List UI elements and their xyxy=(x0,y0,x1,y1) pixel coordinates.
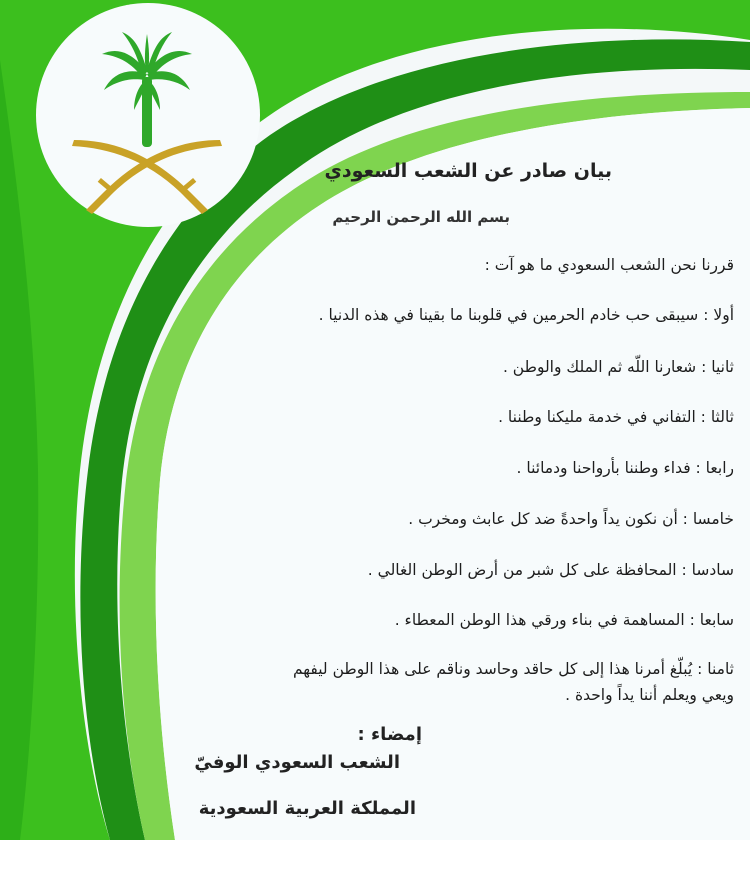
bottom-margin xyxy=(0,840,750,893)
signature-name: الشعب السعودي الوفيّ xyxy=(194,752,400,773)
saudi-emblem-palm-swords-icon xyxy=(62,22,232,222)
point-8-line-2: ويعي ويعلم أننا يداً واحدة . xyxy=(565,686,734,704)
signature-country: المملكة العربية السعودية xyxy=(198,798,416,819)
point-8-line-1: ثامنا : يُبلّغ أمرنا هذا إلى كل حاقد وحاسد وناقم على هذا الوطن ليفهم xyxy=(292,660,734,678)
signature-label: إمضاء : xyxy=(357,724,422,745)
point-5: خامسا : أن نكون يداً واحدةً ضد كل عابث ومخرب . xyxy=(408,510,734,528)
basmala: بسم الله الرحمن الرحيم xyxy=(332,208,510,226)
point-1: أولا : سيبقى حب خادم الحرمين في قلوبنا ما بقينا في هذه الدنيا . xyxy=(318,306,734,324)
intro-line: قررنا نحن الشعب السعودي ما هو آت : xyxy=(484,256,734,274)
point-7: سابعا : المساهمة في بناء ورقي هذا الوطن المعطاء . xyxy=(394,611,734,629)
point-6: سادسا : المحافظة على كل شبر من أرض الوطن الغالي . xyxy=(367,561,734,579)
point-3: ثالثا : التفاني في خدمة مليكنا وطننا . xyxy=(498,408,734,426)
point-2: ثانيا : شعارنا اللّه ثم الملك والوطن . xyxy=(502,358,734,376)
statement-title: بيان صادر عن الشعب السعودي xyxy=(324,160,612,182)
point-4: رابعا : فداء وطننا بأرواحنا ودمائنا . xyxy=(516,459,734,477)
